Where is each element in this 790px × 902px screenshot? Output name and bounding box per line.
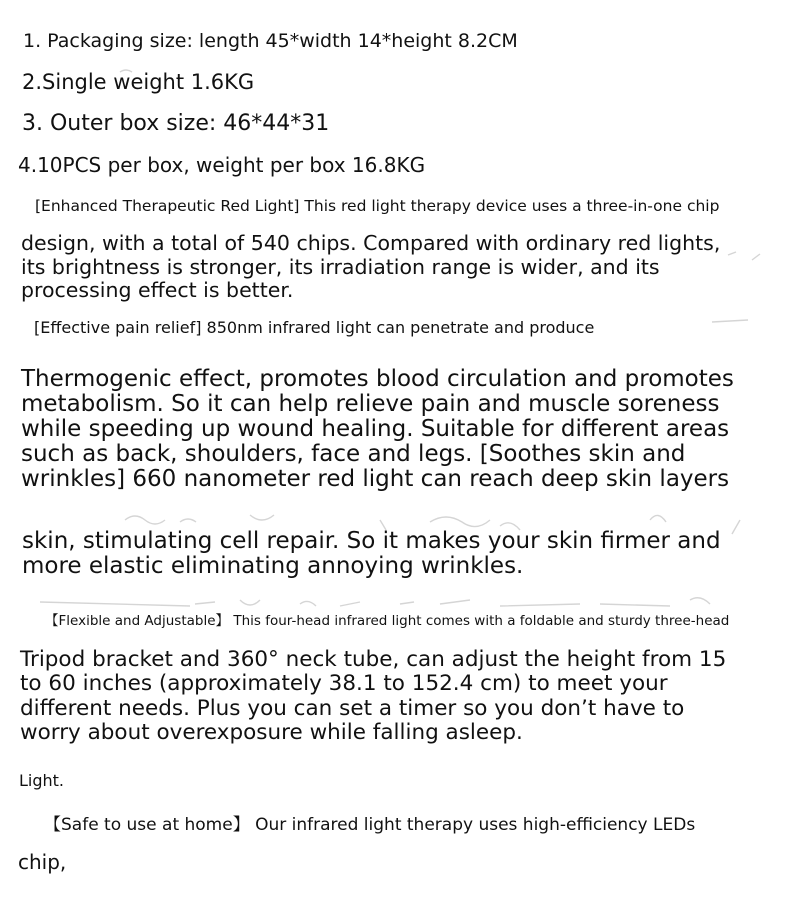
safe-home-heading-line: 【Safe to use at home】 Our infrared light therapy uses high-efficiency LEDs — [44, 815, 696, 835]
spec-single-weight: 2.Single weight 1.6KG — [22, 70, 255, 94]
adjustable-heading-line: 【Flexible and Adjustable】 This four-head infrared light comes with a foldable and sturdy three-head — [45, 613, 730, 629]
spec-outer-box-size: 3. Outer box size: 46*44*31 — [22, 111, 330, 136]
spec-box-weight: 4.10PCS per box, weight per box 16.8KG — [18, 153, 426, 177]
spec-packaging-size: 1. Packaging size: length 45*width 14*height 8.2CM — [23, 30, 518, 52]
pain-relief-heading-line: [Effective pain relief] 850nm infrared light can penetrate and produce — [34, 318, 595, 337]
red-light-body: design, with a total of 540 chips. Compared with ordinary red lights, its brightness is stronger, its irradiation range is wider, and its processing effect is better. — [21, 231, 721, 302]
pain-relief-body: Thermogenic effect, promotes blood circulation and promotes metabolism. So it can help relieve pain and muscle soreness while speeding up wound healing. Suitable for different areas such as back, shoulders, face and legs. [Soothes skin and wrinkles] 660 nanometer red light can reach deep skin layers — [21, 366, 734, 492]
chip-fragment: chip, — [18, 850, 67, 874]
red-light-heading-line: [Enhanced Therapeutic Red Light] This red light therapy device uses a three-in-one chip — [35, 197, 720, 215]
light-fragment: Light. — [19, 771, 65, 790]
skin-repair-body: skin, stimulating cell repair. So it makes your skin firmer and more elastic eliminating annoying wrinkles. — [22, 528, 721, 579]
adjustable-body: Tripod bracket and 360° neck tube, can adjust the height from 15 to 60 inches (approximately 38.1 to 152.4 cm) to meet your different needs. Plus you can set a timer so you don’t have to worry about overexposure while falling asleep. — [20, 647, 727, 745]
